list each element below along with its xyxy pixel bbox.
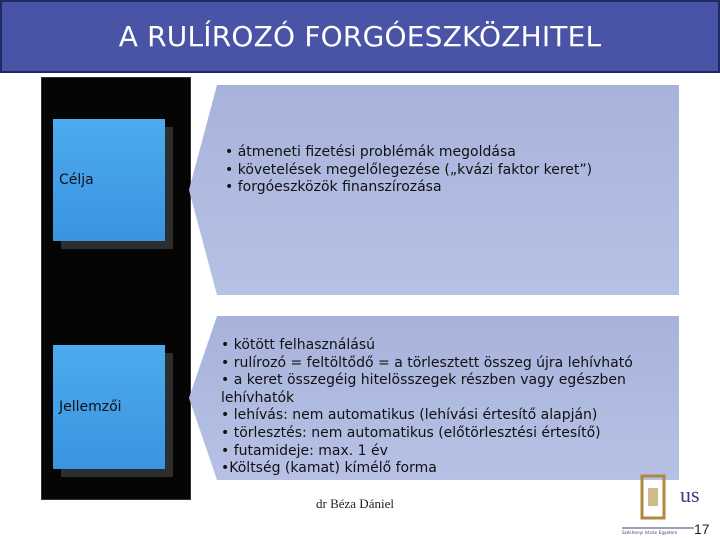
logo-text: us xyxy=(680,482,700,507)
page-number: 17 xyxy=(694,521,710,537)
logo-inner xyxy=(648,488,658,506)
bullet-item: • forgóeszközök finanszírozása xyxy=(225,179,442,196)
label-jellemzoi: Jellemzői xyxy=(59,399,122,415)
bullet-item: lehívhatók xyxy=(221,389,295,406)
bullet-item: • futamideje: max. 1 év xyxy=(221,442,388,459)
bullet-list-celja xyxy=(225,144,592,197)
bullet-item: •Költség (kamat) kímélő forma xyxy=(221,460,437,477)
bullet-item: • követelések megelőlegezése („kvázi faktor keret”) xyxy=(225,161,593,178)
bullet-item: • átmeneti fizetési problémák megoldása xyxy=(225,144,516,160)
slide-title: A RULÍROZÓ FORGÓESZKÖZHITEL xyxy=(118,20,602,53)
label-box-celja xyxy=(53,119,165,241)
bullet-item: • a keret összegéig hitelösszegek részben vagy egészben xyxy=(221,372,626,389)
label-box-jellemzoi xyxy=(53,345,165,469)
bullet-item: • lehívás: nem automatikus (lehívási értesítő alapján) xyxy=(221,407,598,424)
label-celja: Célja xyxy=(59,172,94,188)
bullet-item: • rulírozó = feltöltődő = a törlesztett összeg újra lehívható xyxy=(221,354,633,371)
footer-author: dr Béza Dániel xyxy=(316,496,394,511)
title-bar xyxy=(0,0,720,73)
logo-tagline: Széchenyi István Egyetem xyxy=(622,530,678,535)
bullet-item: • törlesztés: nem automatikus (előtörlesztési értesítő) xyxy=(221,424,601,441)
bullet-item: • kötött felhasználású xyxy=(221,337,375,353)
bullet-list-jellemzoi xyxy=(221,337,633,478)
